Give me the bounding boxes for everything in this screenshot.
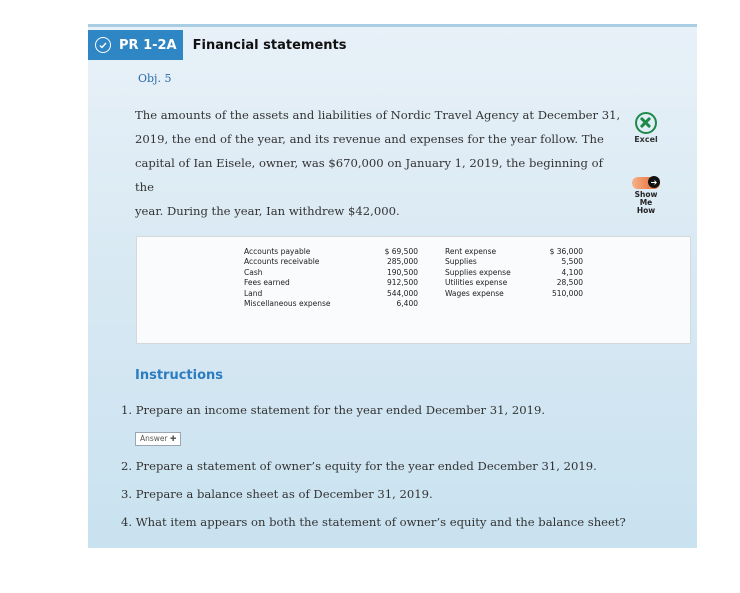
account-value: 510,000 — [551, 288, 583, 298]
objective-label: Obj. 5 — [138, 72, 172, 85]
problem-badge — [88, 30, 183, 60]
show-me-how-label — [626, 191, 666, 215]
account-name: Miscellaneous expense — [244, 299, 331, 309]
right-account-values — [535, 247, 583, 299]
problem-line: capital of Ian Eisele, owner, was $670,000 on January 1, 2019, the beginning of the — [135, 156, 603, 194]
account-value: 190,500 — [386, 267, 418, 277]
problem-line: year. During the year, Ian withdrew $42,000. — [135, 204, 400, 218]
answer-button[interactable]: Answer ✚ — [135, 432, 181, 446]
account-name: Supplies — [445, 257, 477, 267]
account-name: Land — [244, 288, 263, 298]
accounts-table — [136, 236, 691, 344]
play-arrow-icon — [632, 177, 660, 189]
check-circle-icon — [95, 37, 111, 53]
problem-line: 2019, the end of the year, and its revenue and expenses for the year follow. The — [135, 132, 604, 146]
problem-title: Financial statements — [192, 37, 347, 53]
account-value: 285,000 — [386, 257, 418, 267]
excel-button[interactable] — [626, 112, 666, 144]
account-value: 28,500 — [556, 278, 583, 288]
instruction-item: 2. Prepare a statement of owner’s equity for the year ended December 31, 2019. — [121, 459, 597, 473]
problem-panel — [88, 24, 697, 548]
instruction-item: 4. What item appears on both the statement of owner’s equity and the balance sheet? — [121, 515, 626, 529]
account-name: Accounts receivable — [244, 257, 320, 267]
account-value: 6,400 — [396, 299, 418, 309]
instruction-item: 3. Prepare a balance sheet as of December 31, 2019. — [121, 487, 433, 501]
show-me-how-line: Me — [639, 198, 653, 207]
account-name: Accounts payable — [244, 247, 311, 256]
instruction-item: 1. Prepare an income statement for the year ended December 31, 2019. — [121, 403, 546, 417]
problem-line: The amounts of the assets and liabilities of Nordic Travel Agency at December 31, — [135, 108, 621, 122]
panel-top-border — [88, 24, 697, 27]
account-value: $ 36,000 — [549, 247, 583, 256]
problem-text — [135, 103, 625, 223]
problem-header — [88, 30, 347, 60]
account-name: Wages expense — [445, 288, 504, 298]
left-account-names — [244, 247, 331, 309]
account-value: 912,500 — [386, 278, 418, 288]
excel-label: Excel — [634, 135, 658, 144]
left-account-values — [370, 247, 418, 309]
account-value: $ 69,500 — [384, 247, 418, 256]
excel-icon — [635, 112, 657, 134]
account-name: Fees earned — [244, 278, 290, 288]
account-name: Supplies expense — [445, 267, 511, 277]
instructions-heading: Instructions — [135, 368, 224, 383]
show-me-how-line: Show — [634, 190, 658, 199]
show-me-how-line: How — [636, 206, 656, 215]
account-name: Rent expense — [445, 247, 497, 256]
right-account-names — [445, 247, 511, 299]
account-value: 4,100 — [561, 267, 583, 277]
problem-number: PR 1-2A — [119, 37, 177, 53]
account-name: Cash — [244, 267, 263, 277]
account-value: 544,000 — [386, 288, 418, 298]
account-name: Utilities expense — [445, 278, 508, 288]
account-value: 5,500 — [561, 257, 583, 267]
show-me-how-button[interactable] — [626, 177, 666, 215]
